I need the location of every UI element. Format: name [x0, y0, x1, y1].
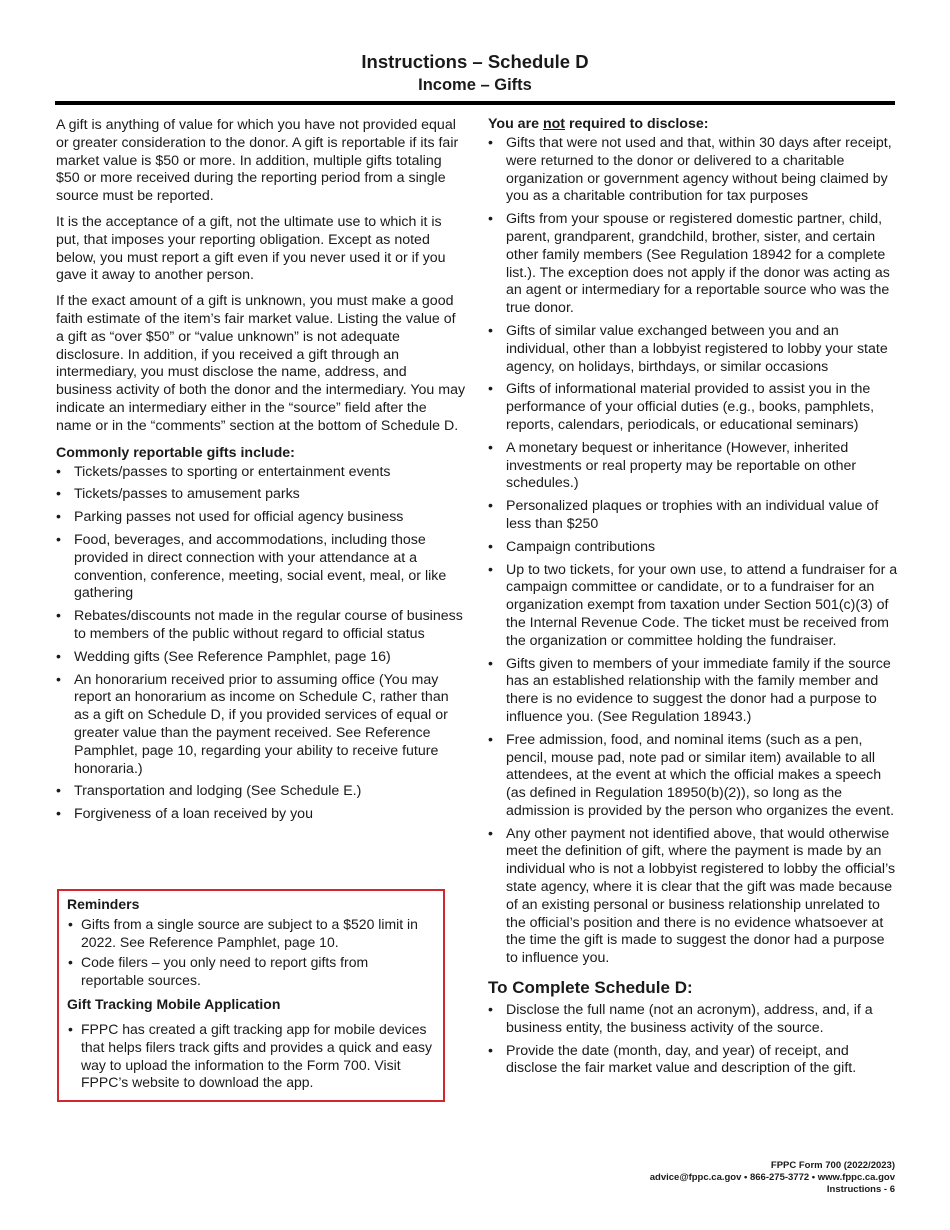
right-column: [488, 115, 898, 1083]
list-item: • Any other payment not identified above, that would otherwise meet the definition of gift, where the payment is made by an individual who is not a lobbyist registered to lobby the official’s state agency, where it is clear that the gift was made because of an existing personal or business relationship unrelated to the official’s position and there is no evidence whatsoever at the time the gift is made to suggest the donor had a purpose to influence you.: [488, 826, 898, 968]
acceptance-paragraph: It is the acceptance of a gift, not the ultimate use to which it is put, that imposes your reporting obligation. Except as noted below, you must report a gift even if you never used it or if you gave it away to another person.: [56, 213, 446, 284]
list-item: • Forgiveness of a loan received by you: [56, 806, 466, 824]
list-item: • Tickets/passes to amusement parks: [56, 486, 466, 504]
heading-text: You are: [488, 116, 543, 132]
list-item: • Wedding gifts (See Reference Pamphlet, page 16): [56, 649, 466, 667]
reminders-list: [67, 916, 435, 989]
list-item: • Disclose the full name (not an acronym), address, and, if a business entity, the business activity of the source.: [488, 1002, 898, 1038]
heading-emphasis: not: [542, 116, 565, 132]
list-item: • Free admission, food, and nominal items (such as a pen, pencil, mouse pad, note pad or similar item) available to all attendees, at the event at which the official makes a speech (as defined in Regulation 18950(b)(2)), so long as the admission is provided by the person who organizes the event.: [488, 732, 898, 821]
left-column: [56, 117, 466, 829]
list-item: • Gifts of similar value exchanged between you and an individual, other than a lobbyist registered to lobby your state agency, on holidays, birthdays, or similar occasions: [488, 323, 898, 376]
page-number: Instructions - 6: [826, 1184, 895, 1195]
reminders-box: [57, 889, 445, 1102]
estimate-paragraph: If the exact amount of a gift is unknown, you must make a good faith estimate of the item’s fair market value. Listing the value of a gift as “over $50” or “value unknown” is not adequate disclosure. In addition, if you received a gift through an intermediary, you must disclose the name, address, and business activity of both the donor and the intermediary. You may indicate an intermediary either in the “source” field after the name or in the “comments” section at the bottom of Schedule D.: [56, 293, 466, 434]
gift-tracking-app-heading: Gift Tracking Mobile Application: [67, 996, 281, 1013]
page-footer: [650, 1160, 895, 1196]
list-item: • Tickets/passes to sporting or entertainment events: [56, 464, 466, 482]
list-item: • An honorarium received prior to assuming office (You may report an honorarium as income on Schedule C, rather than as a gift on Schedule D, if you provided services of equal or greater value than the payment received. See Reference Pamphlet, page 10, regarding your ability to receive future honoraria.): [56, 672, 466, 779]
list-item: • Gifts of informational material provided to assist you in the performance of your official duties (e.g., books, pamphlets, reports, calendars, periodicals, or educational seminars): [488, 381, 898, 434]
heading-text: required to disclose:: [565, 116, 709, 132]
list-item: • Gifts from your spouse or registered domestic partner, child, parent, grandparent, grandchild, brother, sister, and certain other family members (See Regulation 18942 for a complete list.). The exception does not apply if the donor was acting as an agent or intermediary for a reportable source who was the true donor.: [488, 211, 898, 318]
not-required-list: [488, 135, 898, 968]
list-item: • Gifts given to members of your immediate family if the source has an established relationship with the family member and there is no evidence to suggest the donor had a purpose to influence you. (See Regulation 18943.): [488, 656, 898, 727]
reportable-gifts-list: [56, 464, 466, 824]
page-title: Instructions – Schedule D: [361, 51, 589, 72]
gift-definition-paragraph: A gift is anything of value for which you have not provided equal or greater consideration to the donor. A gift is reportable if its fair market value is $50 or more. In addition, multiple gifts totaling $50 or more received during the reporting period from a single source must be reported.: [56, 117, 459, 205]
list-item: • Personalized plaques or trophies with an individual value of less than $250: [488, 498, 898, 534]
list-item: • Up to two tickets, for your own use, to attend a fundraiser for a campaign committee or candidate, or to a fundraiser for an organization exempt from taxation under Section 501(c)(3) of the Internal Revenue Code. The ticket must be received from the organization or committee holding the fundraiser.: [488, 562, 898, 651]
reminders-heading: Reminders: [67, 896, 140, 912]
list-item: • Gifts from a single source are subject to a $520 limit in 2022. See Reference Pamphlet, page 10.: [67, 916, 435, 951]
list-item: • FPPC has created a gift tracking app for mobile devices that helps filers track gifts and provides a quick and easy way to upload the information to the Form 700. Visit FPPC’s website to download the app.: [67, 1021, 435, 1091]
gift-tracking-app-list: [67, 1021, 435, 1091]
page-subtitle: Income – Gifts: [418, 76, 532, 94]
complete-schedule-heading: To Complete Schedule D:: [488, 978, 693, 998]
header-rule: [55, 101, 895, 105]
not-required-heading: [488, 115, 898, 133]
list-item: • A monetary bequest or inheritance (However, inherited investments or real property may be reportable on other schedules.): [488, 440, 898, 493]
list-item: • Code filers – you only need to report gifts from reportable sources.: [67, 954, 435, 989]
form-id: FPPC Form 700 (2022/2023): [770, 1160, 895, 1171]
complete-schedule-list: [488, 1002, 898, 1078]
list-item: • Campaign contributions: [488, 539, 898, 557]
list-item: • Transportation and lodging (See Schedule E.): [56, 783, 466, 801]
reportable-gifts-heading: Commonly reportable gifts include:: [56, 444, 295, 461]
page-header: [55, 50, 895, 96]
contact-info: advice@fppc.ca.gov • 866-275-3772 • www.fppc.ca.gov: [649, 1172, 895, 1183]
list-item: • Rebates/discounts not made in the regular course of business to members of the public without regard to official status: [56, 608, 466, 644]
list-item: • Provide the date (month, day, and year) of receipt, and disclose the fair market value and description of the gift.: [488, 1043, 898, 1079]
list-item: • Food, beverages, and accommodations, including those provided in direct connection with your attendance at a convention, conference, meeting, social event, meal, or like gathering: [56, 532, 466, 603]
list-item: • Parking passes not used for official agency business: [56, 509, 466, 527]
list-item: • Gifts that were not used and that, within 30 days after receipt, were returned to the donor or delivered to a charitable organization or government agency without being claimed by you as a charitable contribution for tax purposes: [488, 135, 898, 206]
